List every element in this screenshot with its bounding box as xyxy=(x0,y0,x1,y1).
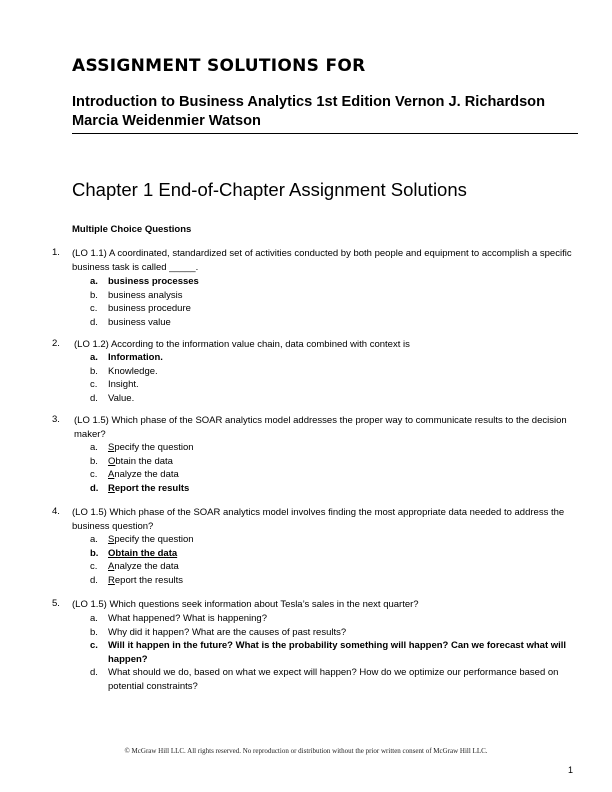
option-c: c. Analyze the data xyxy=(90,561,179,572)
option-list xyxy=(90,533,590,587)
question-text: (LO 1.5) Which phase of the SOAR analytics model involves finding the most appropriate data needed to address the business question? xyxy=(72,507,565,532)
question-text: (LO 1.2) According to the information value chain, data combined with context is xyxy=(74,339,410,350)
book-title-line-1: Introduction to Business Analytics 1st Edition Vernon J. Richardson xyxy=(72,94,546,110)
copyright-footer: © McGraw Hill LLC. All rights reserved. No reproduction or distribution without the prior written consent of McGraw Hill LLC. xyxy=(124,747,488,755)
question-number: 1. xyxy=(52,247,60,258)
chapter-title: Chapter 1 End-of-Chapter Assignment Solutions xyxy=(72,179,467,200)
question-number: 4. xyxy=(52,506,60,517)
option-b: b. Obtain the data xyxy=(90,455,173,467)
book-title-line-2: Marcia Weidenmier Watson xyxy=(72,113,261,129)
page-number: 1 xyxy=(568,765,574,775)
option-b-correct: b. Obtain the data xyxy=(90,547,178,559)
option-d: d. business value xyxy=(90,316,171,328)
option-list xyxy=(90,275,590,329)
option-list xyxy=(90,441,590,495)
option-a-correct: a. business processes xyxy=(90,276,199,287)
question-text: (LO 1.5) Which phase of the SOAR analytics model addresses the proper way to communicate results to the decision maker? xyxy=(74,415,567,440)
title-divider xyxy=(72,133,578,134)
option-a: a. What happened? What is happening? xyxy=(90,613,267,624)
question-number: 2. xyxy=(52,338,60,349)
banner-heading: ASSIGNMENT SOLUTIONS FOR xyxy=(72,56,366,76)
option-d: d. Value. xyxy=(90,392,135,404)
option-d: d. Report the results xyxy=(90,574,183,586)
option-list xyxy=(90,351,590,405)
option-a-correct: a. Information. xyxy=(90,352,163,363)
option-b: b. Why did it happen? What are the causes of past results? xyxy=(90,626,347,638)
option-d-correct: d. Report the results xyxy=(90,482,190,494)
option-c: c. Analyze the data xyxy=(90,469,179,480)
option-c-correct: c. Will it happen in the future? What is the probability something will happen? Can we forecast what will happen? xyxy=(90,640,567,665)
option-b: b. Knowledge. xyxy=(90,365,158,377)
option-b: b. business analysis xyxy=(90,289,183,301)
option-c: c. Insight. xyxy=(90,379,139,390)
option-c: c. business procedure xyxy=(90,303,191,314)
question-text: (LO 1.5) Which questions seek information about Tesla’s sales in the next quarter? xyxy=(72,599,419,610)
question-number: 3. xyxy=(52,414,60,425)
book-title xyxy=(72,93,572,131)
option-a: a. Specify the question xyxy=(90,534,194,545)
section-heading: Multiple Choice Questions xyxy=(72,224,192,235)
question-number: 5. xyxy=(52,598,60,609)
option-list xyxy=(90,612,590,693)
option-a: a. Specify the question xyxy=(90,442,194,453)
question-text: (LO 1.1) A coordinated, standardized set of activities conducted by both people and equipment to accomplish a specific business task is called _____. xyxy=(72,248,572,273)
option-d: d. What should we do, based on what we expect will happen? How do we optimize our performance based on potential constraints? xyxy=(90,667,559,692)
